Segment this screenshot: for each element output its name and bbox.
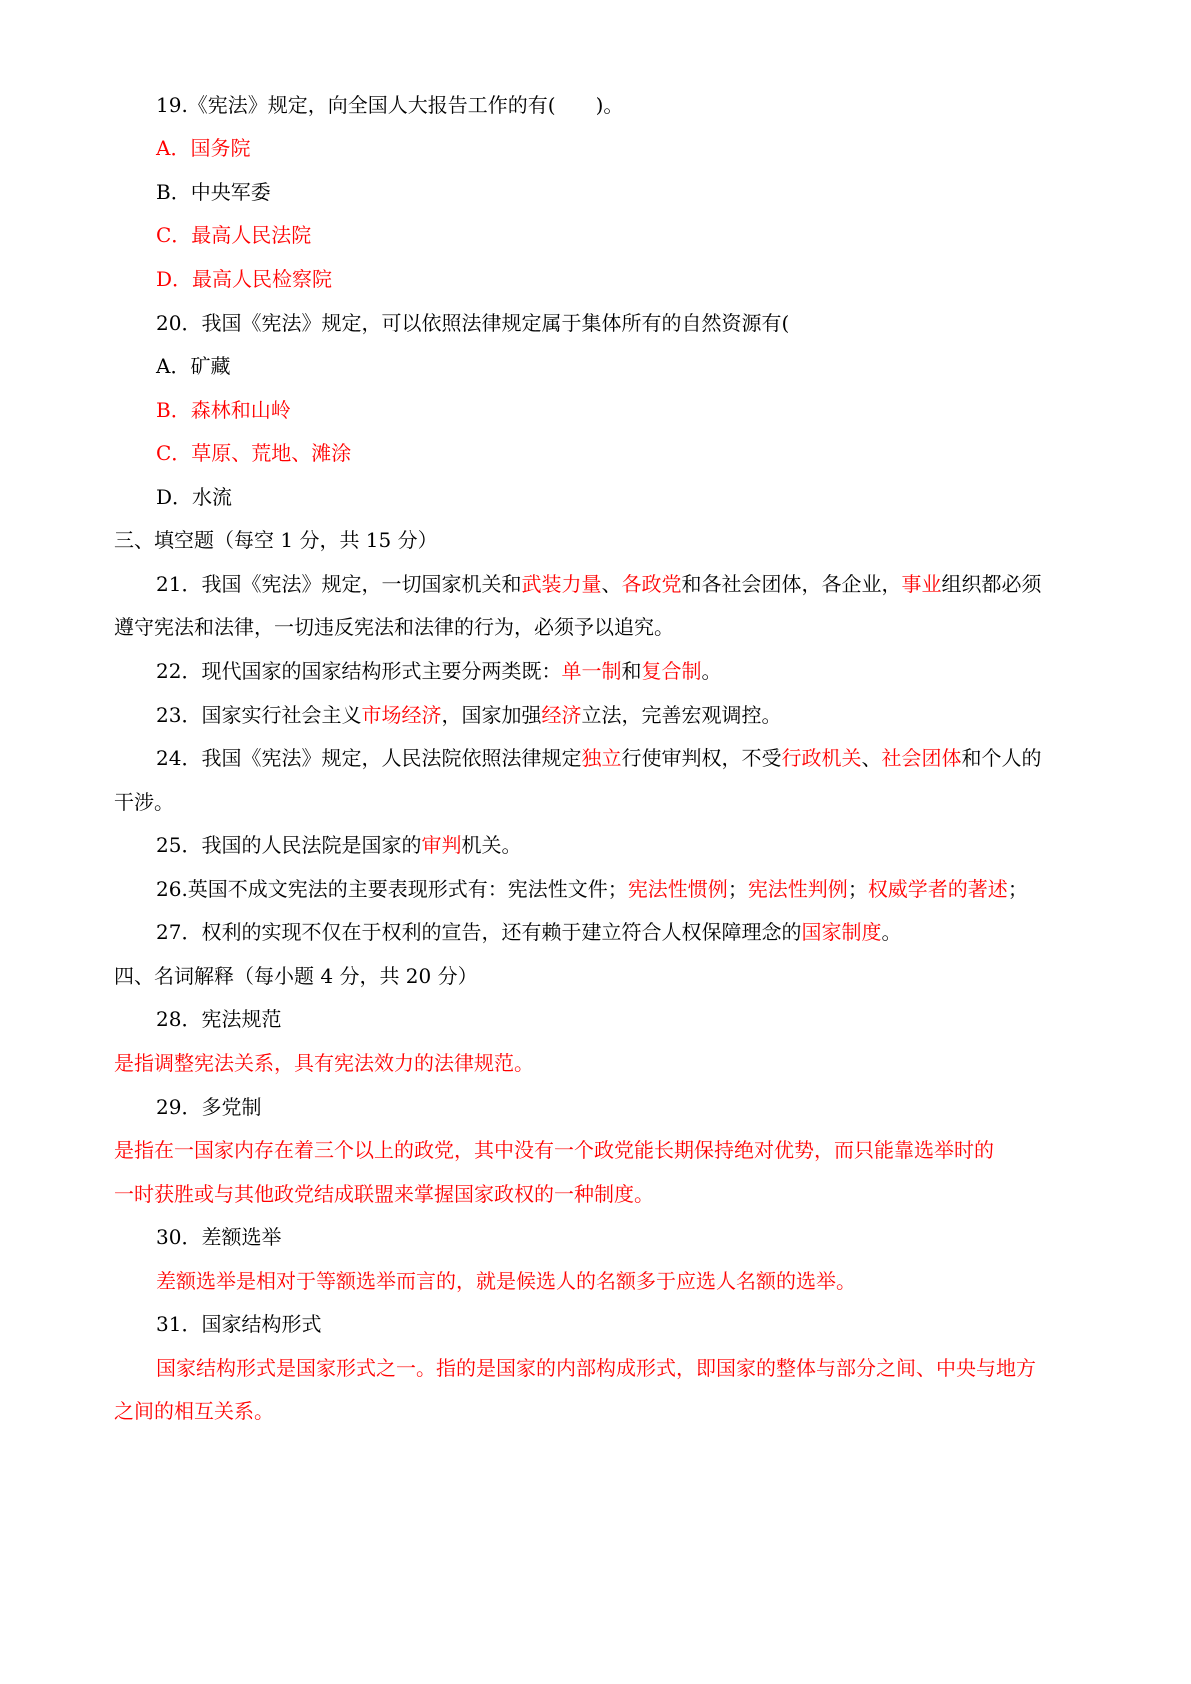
question-30-answer: 差额选举是相对于等额选举而言的，就是候选人的名额多于应选人名额的选举。 [156,1269,856,1293]
q24-answer-1: 独立 [581,746,622,770]
q25-text: 25．我国的人民法院是国家的 [156,833,422,857]
q26-text: ； [1007,877,1028,901]
q24-text: 、 [861,746,882,770]
q21-text: 和各社会团体，各企业， [681,572,902,596]
question-20-stem: 20．我国《宪法》规定，可以依照法律规定属于集体所有的自然资源有( [156,311,790,335]
question-19-option-a: A．国务院 [156,136,251,160]
q25-answer: 审判 [421,833,462,857]
question-29-answer-line-2: 一时获胜或与其他政党结成联盟来掌握国家政权的一种制度。 [114,1182,654,1206]
q22-text: 。 [701,659,722,683]
q21-text: 、 [601,572,622,596]
q22-text: 和 [621,659,642,683]
q21-answer-1: 武装力量 [521,572,602,596]
question-26 [0,875,1191,903]
q27-text: 27．权利的实现不仅在于权利的宣告，还有赖于建立符合人权保障理念的 [156,920,802,944]
q26-text: 26.英国不成文宪法的主要表现形式有：宪法性文件； [156,877,628,901]
q24-answer-2: 行政机关 [781,746,862,770]
q25-text: 机关。 [461,833,522,857]
q26-answer-2: 宪法性判例 [747,877,848,901]
q26-answer-1: 宪法性惯例 [627,877,728,901]
q23-answer-2: 经济 [541,703,582,727]
question-29-term: 29．多党制 [156,1095,262,1119]
question-21-line-1 [0,570,1191,598]
q27-text: 。 [881,920,902,944]
section-3-title: 三、填空题（每空 1 分，共 15 分） [114,528,438,552]
question-24-line-2: 干涉。 [114,790,174,814]
question-28-answer: 是指调整宪法关系，具有宪法效力的法律规范。 [114,1051,534,1075]
question-31-answer-line-2: 之间的相互关系。 [114,1399,274,1423]
q24-answer-3: 社会团体 [881,746,962,770]
q22-answer-1: 单一制 [561,659,622,683]
question-19-option-c: C．最高人民法院 [156,223,312,247]
question-19-option-b: B．中央军委 [156,180,271,204]
q26-text: ； [847,877,868,901]
q24-text: 24．我国《宪法》规定，人民法院依照法律规定 [156,746,582,770]
q23-text: 立法，完善宏观调控。 [581,703,782,727]
question-31-answer-line-1: 国家结构形式是国家形式之一。指的是国家的内部构成形式，即国家的整体与部分之间、中央与地方 [156,1356,1036,1380]
question-28-term: 28．宪法规范 [156,1007,282,1031]
q21-text: 21．我国《宪法》规定，一切国家机关和 [156,572,522,596]
question-22 [0,657,1191,685]
q23-answer-1: 市场经济 [361,703,442,727]
question-23 [0,701,1191,729]
q22-answer-2: 复合制 [641,659,702,683]
question-24-line-1 [0,744,1191,772]
question-19-stem: 19.《宪法》规定，向全国人大报告工作的有( )。 [156,93,624,117]
question-20-option-d: D．水流 [156,485,233,509]
question-21-line-2: 遵守宪法和法律，一切违反宪法和法律的行为，必须予以追究。 [114,615,674,639]
question-31-term: 31．国家结构形式 [156,1312,322,1336]
q21-answer-3: 事业 [901,572,942,596]
question-30-term: 30．差额选举 [156,1225,282,1249]
question-25 [0,831,1191,859]
question-20-option-a: A．矿藏 [156,354,231,378]
question-27 [0,918,1191,946]
question-19-option-d: D．最高人民检察院 [156,267,333,291]
q27-answer: 国家制度 [801,920,882,944]
question-20-option-c: C．草原、荒地、滩涂 [156,441,352,465]
q24-text: 和个人的 [961,746,1042,770]
section-4-title: 四、名词解释（每小题 4 分，共 20 分） [114,964,478,988]
q21-text: 组织都必须 [941,572,1042,596]
q26-text: ； [727,877,748,901]
question-20-option-b: B．森林和山岭 [156,398,291,422]
q22-text: 22．现代国家的国家结构形式主要分两类既： [156,659,562,683]
q23-text: ，国家加强 [441,703,542,727]
q24-text: 行使审判权，不受 [621,746,782,770]
q26-answer-3: 权威学者的著述 [867,877,1008,901]
q21-answer-2: 各政党 [621,572,682,596]
question-29-answer-line-1: 是指在一国家内存在着三个以上的政党，其中没有一个政党能长期保持绝对优势，而只能靠选举时的 [114,1138,994,1162]
q23-text: 23．国家实行社会主义 [156,703,362,727]
